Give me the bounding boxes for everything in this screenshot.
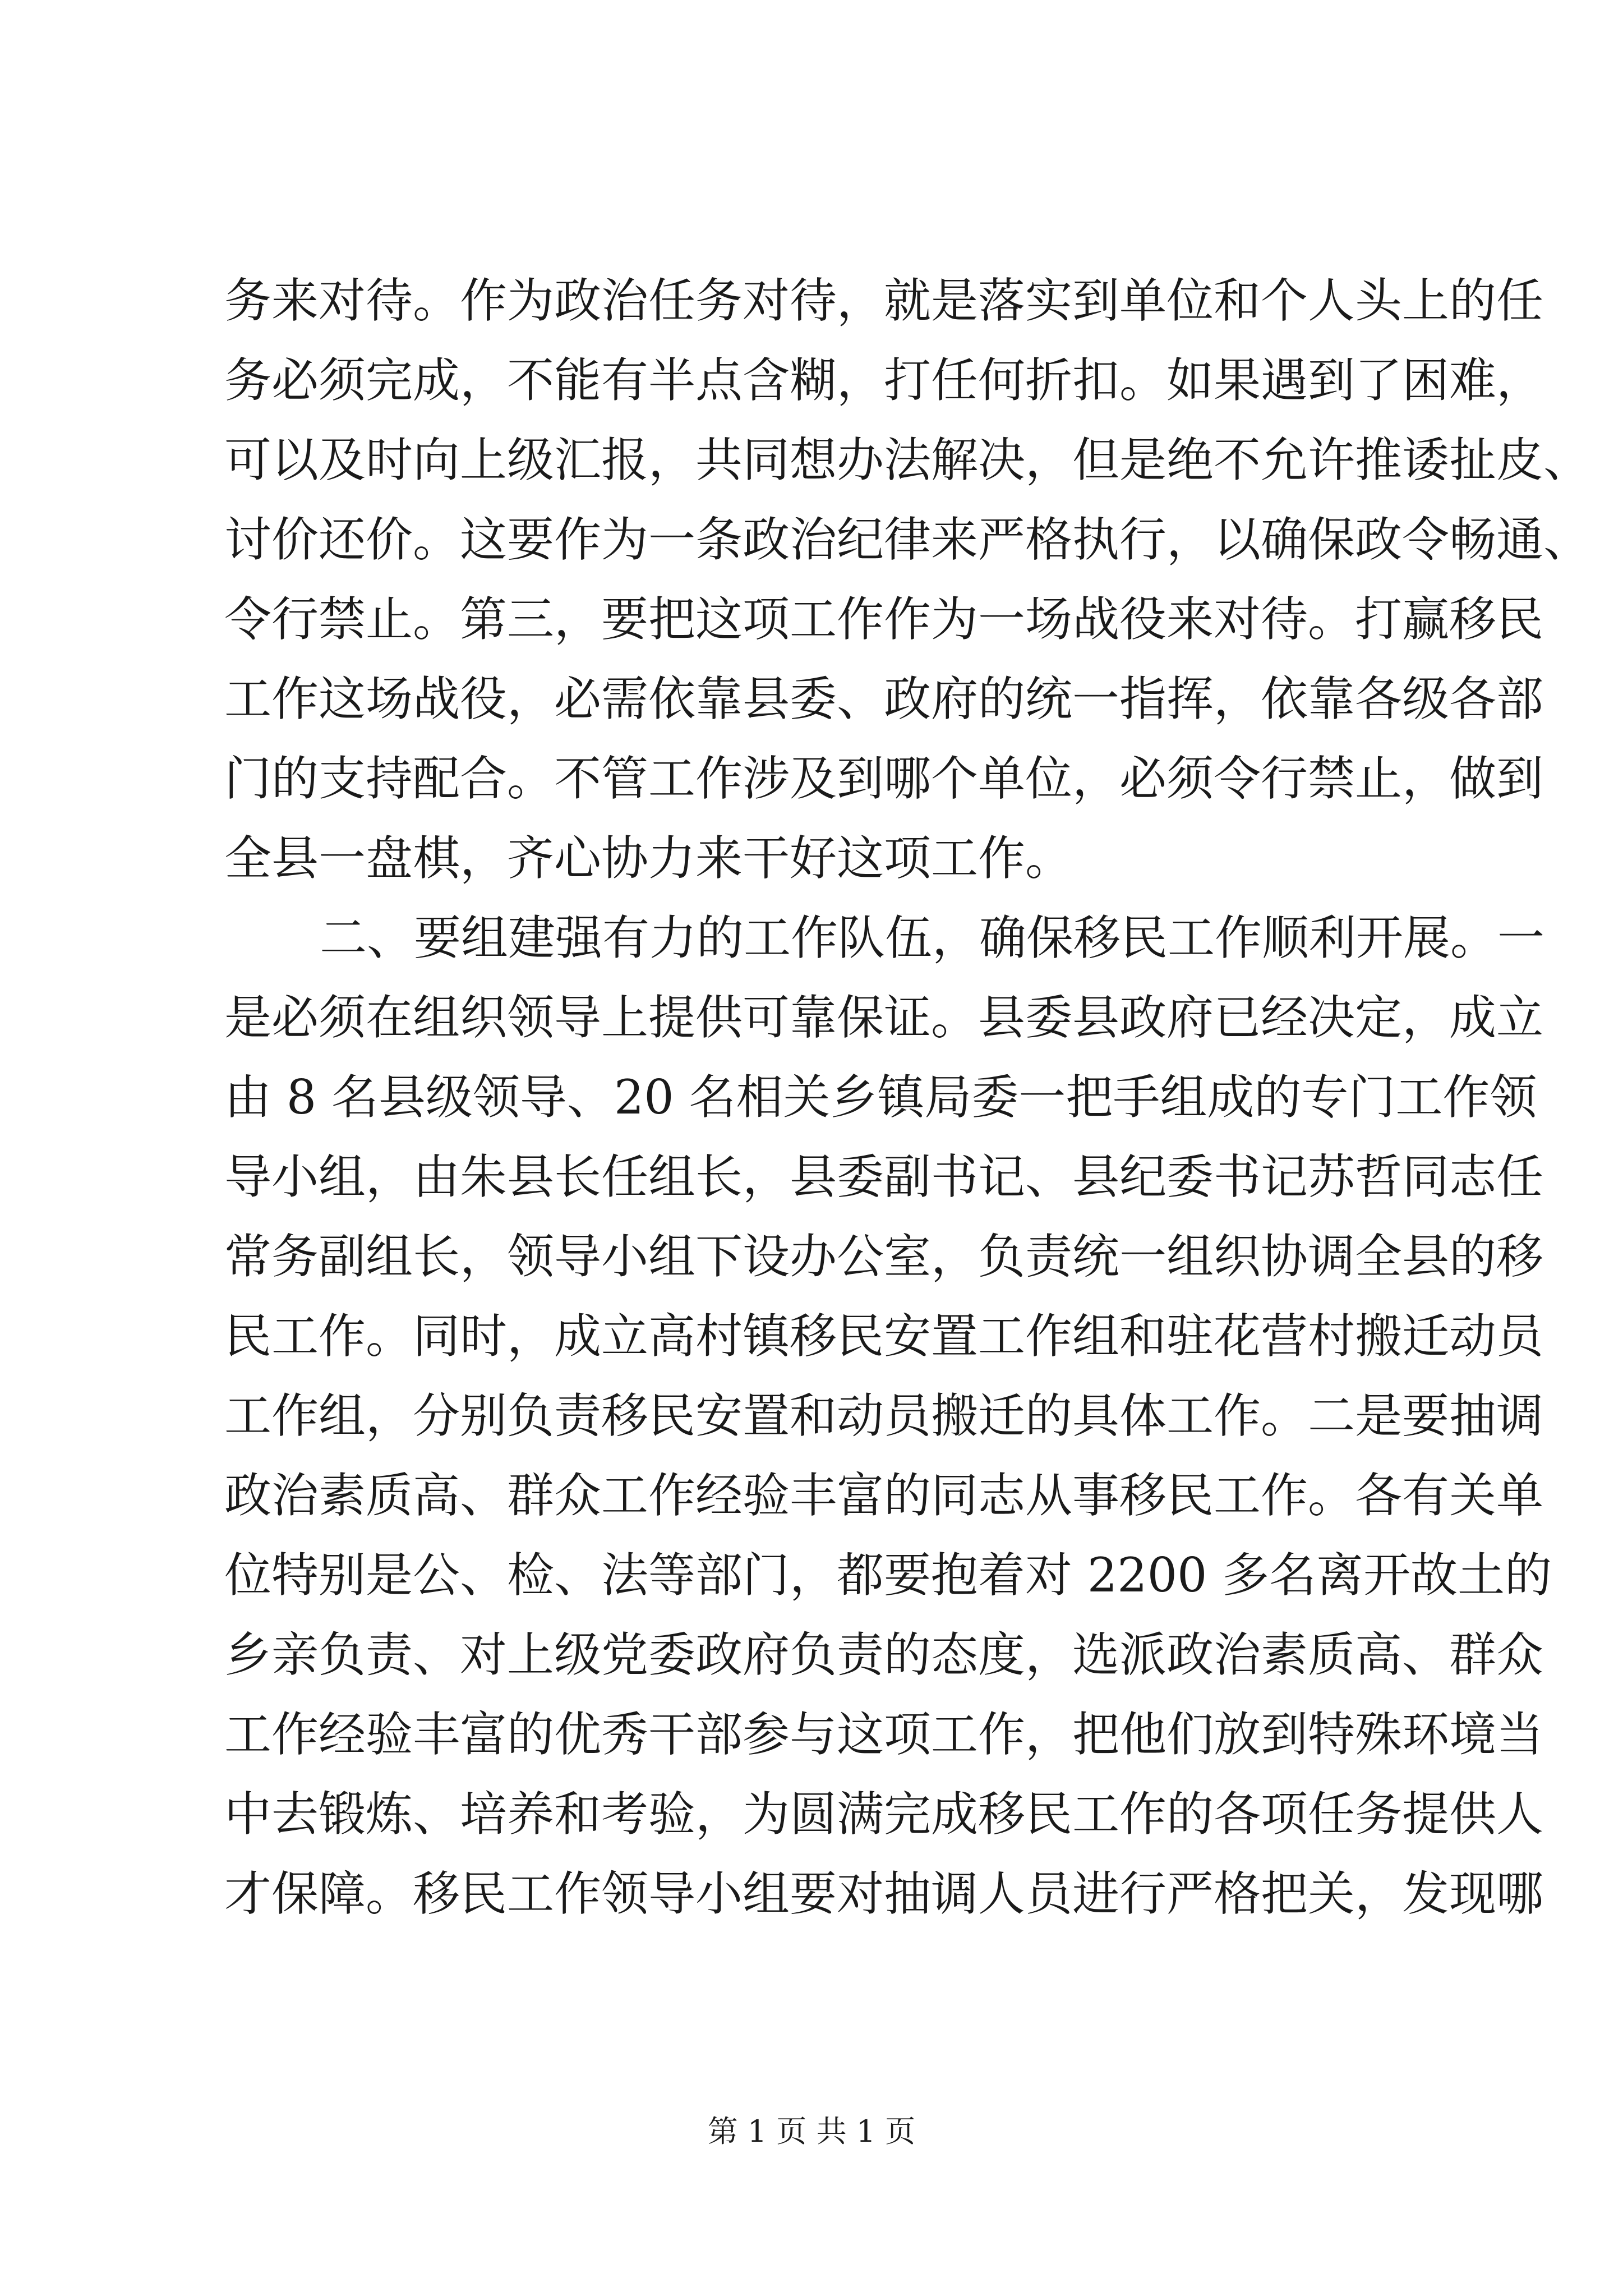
body-text-line: 民工作。同时，成立高村镇移民安置工作组和驻花营村搬迁动员 — [224, 1309, 1544, 1364]
body-text-line: 可以及时向上级汇报，共同想办法解决，但是绝不允许推诿扯皮、 — [224, 432, 1591, 487]
body-text-line: 工作组，分别负责移民安置和动员搬迁的具体工作。二是要抽调 — [224, 1388, 1544, 1443]
body-text-line: 工作这场战役，必需依靠县委、政府的统一指挥，依靠各级各部 — [224, 671, 1544, 726]
body-text-line: 常务副组长，领导小组下设办公室，负责统一组织协调全县的移 — [224, 1229, 1544, 1284]
body-text-line: 是必须在组织领导上提供可靠保证。县委县政府已经决定，成立 — [224, 990, 1544, 1045]
body-text-line: 工作经验丰富的优秀干部参与这项工作，把他们放到特殊环境当 — [224, 1707, 1544, 1762]
body-text-line: 才保障。移民工作领导小组要对抽调人员进行严格把关，发现哪 — [224, 1866, 1544, 1921]
body-text-line: 务来对待。作为政治任务对待，就是落实到单位和个人头上的任 — [224, 273, 1544, 328]
body-text-line: 政治素质高、群众工作经验丰富的同志从事移民工作。各有关单 — [224, 1468, 1544, 1523]
body-text-line: 全县一盘棋，齐心协力来干好这项工作。 — [224, 831, 1073, 886]
page-number-footer: 第 1 页 共 1 页 — [707, 2114, 916, 2149]
body-text-line: 务必须完成，不能有半点含糊，打任何折扣。如果遇到了困难， — [224, 353, 1544, 408]
body-text-line: 由 8 名县级领导、20 名相关乡镇局委一把手组成的专门工作领 — [224, 1070, 1537, 1125]
body-text-line: 中去锻炼、培养和考验，为圆满完成移民工作的各项任务提供人 — [224, 1787, 1544, 1842]
paragraph-first-line: 二、要组建强有力的工作队伍，确保移民工作顺利开展。一 — [320, 910, 1545, 965]
body-text-line: 导小组，由朱县长任组长，县委副书记、县纪委书记苏哲同志任 — [224, 1149, 1544, 1204]
body-text-line: 乡亲负责、对上级党委政府负责的态度，选派政治素质高、群众 — [224, 1627, 1544, 1682]
body-text-line: 位特别是公、检、法等部门，都要抱着对 2200 多名离开故土的 — [224, 1548, 1552, 1603]
body-text-line: 令行禁止。第三，要把这项工作作为一场战役来对待。打赢移民 — [224, 592, 1544, 647]
body-text-line: 讨价还价。这要作为一条政治纪律来严格执行，以确保政令畅通、 — [224, 512, 1591, 567]
body-text-line: 门的支持配合。不管工作涉及到哪个单位，必须令行禁止，做到 — [224, 751, 1544, 806]
